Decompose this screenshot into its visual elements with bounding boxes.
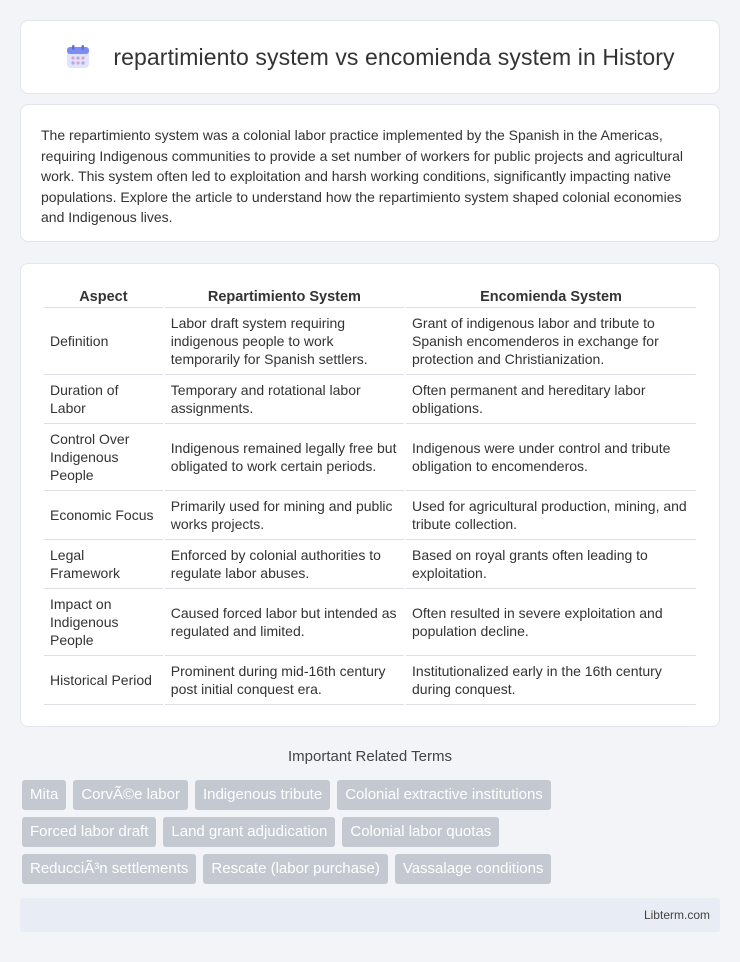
table-row xyxy=(44,424,696,491)
table-cell-aspect: Legal Framework xyxy=(44,540,163,589)
intro-text: The repartimiento system was a colonial labor practice implemented by the Spanish in the Americas, requiring Indigenous communities to provide a set number of workers for public projects and agricultural work. This system often led to exploitation and harsh working conditions, significantly impacting native populations. Explore the article to understand how the repartimiento system shaped colonial economies and Indigenous lives. xyxy=(41,127,683,225)
comparison-table-card xyxy=(20,263,720,727)
related-term-tag[interactable]: ReducciÃ³n settlements xyxy=(22,854,196,884)
related-terms-tags xyxy=(22,780,722,891)
table-cell-repartimiento: Primarily used for mining and public works projects. xyxy=(165,491,404,540)
related-term-tag[interactable]: Mita xyxy=(22,780,66,810)
table-cell-aspect: Historical Period xyxy=(44,656,163,705)
table-cell-encomienda: Used for agricultural production, mining, and tribute collection. xyxy=(406,491,696,540)
table-cell-aspect: Economic Focus xyxy=(44,491,163,540)
table-row xyxy=(44,656,696,705)
related-term-tag[interactable]: Colonial extractive institutions xyxy=(337,780,551,810)
page-title: repartimiento system vs encomienda system in History xyxy=(113,43,675,70)
footer-brand-link[interactable]: Libterm.com xyxy=(643,908,710,922)
table-cell-repartimiento: Indigenous remained legally free but obligated to work certain periods. xyxy=(165,424,404,491)
related-term-tag[interactable]: Vassalage conditions xyxy=(395,854,552,884)
table-row xyxy=(44,375,696,424)
intro-card xyxy=(20,104,720,242)
tag-row xyxy=(22,780,722,810)
tag-row xyxy=(22,854,722,884)
related-terms-title: Important Related Terms xyxy=(288,748,452,765)
table-cell-encomienda: Indigenous were under control and tribute obligation to encomenderos. xyxy=(406,424,696,491)
tag-row xyxy=(22,817,722,847)
table-cell-aspect: Duration of Labor xyxy=(44,375,163,424)
table-cell-repartimiento: Enforced by colonial authorities to regulate labor abuses. xyxy=(165,540,404,589)
table-cell-encomienda: Grant of indigenous labor and tribute to Spanish encomenderos in exchange for protection and Christianization. xyxy=(406,308,696,375)
table-cell-aspect: Definition xyxy=(44,308,163,375)
table-row xyxy=(44,308,696,375)
table-header-encomienda: Encomienda System xyxy=(406,284,696,308)
table-row xyxy=(44,589,696,656)
table-cell-repartimiento: Caused forced labor but intended as regulated and limited. xyxy=(165,589,404,656)
related-term-tag[interactable]: Rescate (labor purchase) xyxy=(203,854,387,884)
table-cell-encomienda: Often permanent and hereditary labor obligations. xyxy=(406,375,696,424)
table-cell-aspect: Impact on Indigenous People xyxy=(44,589,163,656)
related-term-tag[interactable]: Forced labor draft xyxy=(22,817,156,847)
table-cell-repartimiento: Prominent during mid-16th century post initial conquest era. xyxy=(165,656,404,705)
table-cell-encomienda: Often resulted in severe exploitation and population decline. xyxy=(406,589,696,656)
table-header-aspect: Aspect xyxy=(44,284,163,308)
table-cell-aspect: Control Over Indigenous People xyxy=(44,424,163,491)
comparison-table xyxy=(42,284,698,705)
table-cell-repartimiento: Temporary and rotational labor assignments. xyxy=(165,375,404,424)
table-cell-repartimiento: Labor draft system requiring indigenous people to work temporarily for Spanish settlers. xyxy=(165,308,404,375)
related-term-tag[interactable]: Land grant adjudication xyxy=(163,817,335,847)
table-row xyxy=(44,540,696,589)
table-cell-encomienda: Institutionalized early in the 16th century during conquest. xyxy=(406,656,696,705)
related-term-tag[interactable]: Indigenous tribute xyxy=(195,780,330,810)
related-term-tag[interactable]: Colonial labor quotas xyxy=(342,817,499,847)
calendar-icon xyxy=(65,44,91,70)
header-card xyxy=(20,20,720,94)
table-row xyxy=(44,491,696,540)
table-header-repartimiento: Repartimiento System xyxy=(165,284,404,308)
table-cell-encomienda: Based on royal grants often leading to exploitation. xyxy=(406,540,696,589)
related-term-tag[interactable]: CorvÃ©e labor xyxy=(73,780,188,810)
footer xyxy=(20,898,720,932)
